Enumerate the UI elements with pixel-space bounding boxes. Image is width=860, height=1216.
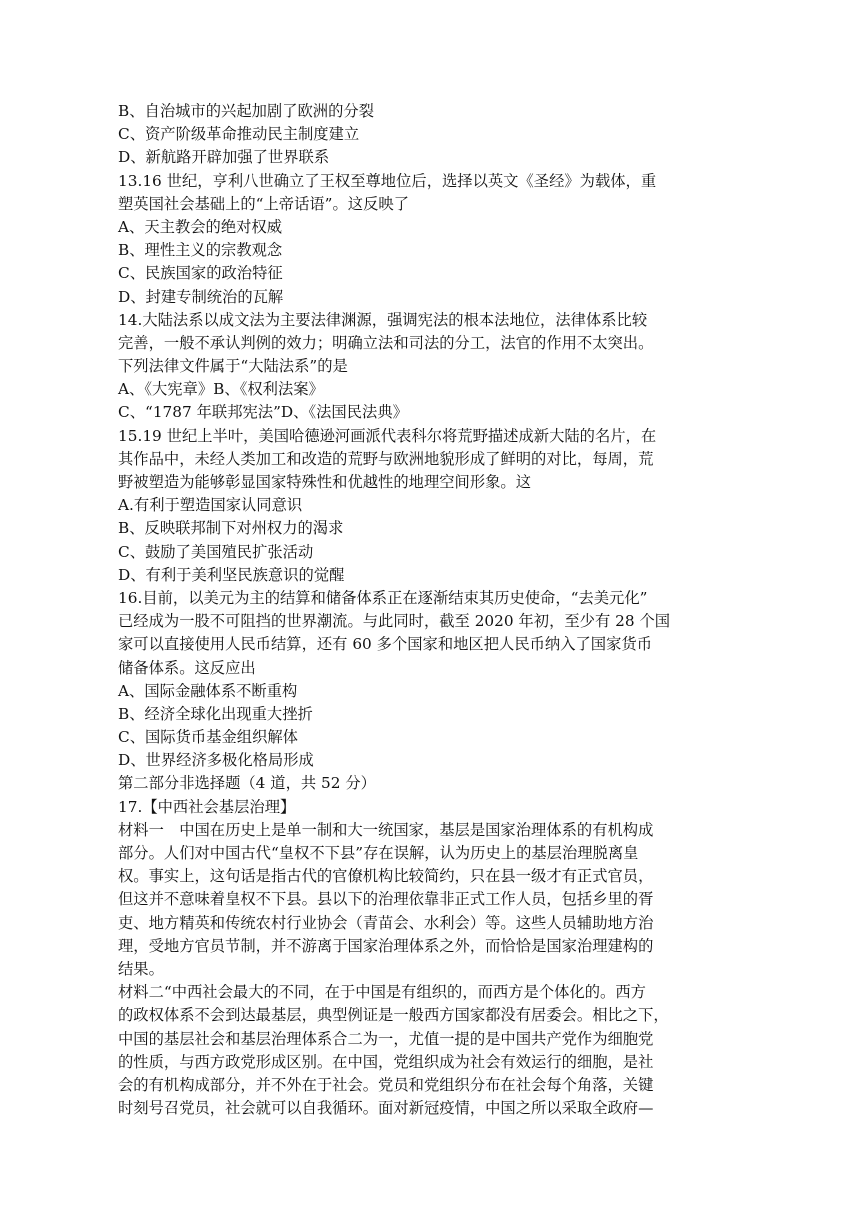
text-line: 材料一 中国在历史上是单一制和大一统国家，基层是国家治理体系的有机构成 [118,820,654,839]
text-line: C、“1787 年联邦宪法”D、《法国民法典》 [118,403,408,422]
text-line: C、资产阶级革命推动民主制度建立 [118,125,360,144]
text-line: 的性质，与西方政党形成区别。在中国，党组织成为社会有效运行的细胞，是社 [118,1052,654,1071]
text-line: 吏、地方精英和传统农村行业协会（青苗会、水利会）等。这些人员辅助地方治 [118,913,654,932]
text-line: A、国际金融体系不断重构 [118,681,298,700]
text-line: 15.19 世纪上半叶，美国哈德逊河画派代表科尔将荒野描述成新大陆的名片，在 [118,426,657,445]
text-line: 部分。人们对中国古代“皇权不下县”存在误解，认为历史上的基层治理脱离皇 [118,844,639,862]
text-line: B、反映联邦制下对州权力的渴求 [118,519,344,538]
text-line: 理，受地方官员节制，并不游离于国家治理体系之外，而恰恰是国家治理建构的 [118,936,654,955]
text-line: B、自治城市的兴起加剧了欧洲的分裂 [118,102,374,120]
text-line: B、经济全球化出现重大挫折 [118,704,313,723]
text-line: 17.【中西社会基层治理】 [118,797,296,816]
text-line: D、封建专制统治的瓦解 [118,287,284,306]
text-line: D、世界经济多极化格局形成 [118,751,314,770]
text-line: 已经成为一股不可阻挡的世界潮流。与此同时，截至 2020 年初，至少有 28 个国 [118,612,671,631]
text-line: 的政权体系不会到达最基层，典型例证是一般西方国家都没有居委会。相比之下， [118,1006,669,1025]
text-line: 14.大陆法系以成文法为主要法律渊源，强调宪法的根本法地位，法律体系比较 [118,310,648,329]
text-line: 完善，一般不承认判例的效力；明确立法和司法的分工，法官的作用不太突出。 [118,333,654,352]
text-line: 塑英国社会基础上的“上帝话语”。这反映了 [118,194,409,213]
text-line: D、有利于美利坚民族意识的觉醒 [118,565,345,584]
text-line: A、《大宪章》B、《权利法案》 [118,380,324,399]
document-page [118,100,740,1120]
text-line: 16.目前，以美元为主的结算和储备体系正在逐渐结束其历史使命，“去美元化” [118,588,648,607]
text-line: D、新航路开辟加强了世界联系 [118,148,330,167]
text-line: 家可以直接使用人民币结算，还有 60 多个国家和地区把人民币纳入了国家货币 [118,635,652,654]
text-line: C、鼓励了美国殖民扩张活动 [118,542,314,561]
text-line: 材料二“中西社会最大的不同，在于中国是有组织的，而西方是个体化的。西方 [118,983,646,1002]
text-line: A、天主教会的绝对权威 [118,217,283,236]
text-line: C、国际货币基金组织解体 [118,728,298,747]
text-line: B、理性主义的宗教观念 [118,241,283,260]
text-line: 其作品中，未经人类加工和改造的荒野与欧洲地貌形成了鲜明的对比，每周，荒 [118,449,654,468]
text-line: A.有利于塑造国家认同意识 [118,496,303,515]
text-line: 会的有机构成部分，并不外在于社会。党员和党组织分布在社会每个角落，关键 [118,1075,654,1094]
text-line: 下列法律文件属于“大陆法系”的是 [118,357,348,376]
text-line: 中国的基层社会和基层治理体系合二为一，尤值一提的是中国共产党作为细胞党 [118,1029,654,1048]
text-line: 13.16 世纪，亨利八世确立了王权至尊地位后，选择以英文《圣经》为载体，重 [118,171,657,190]
text-line: 结果。 [118,959,164,978]
text-line: 权。事实上，这句话是指古代的官僚机构比较简约，只在县一级才有正式官员， [118,867,654,886]
text-line: 储备体系。这反应出 [118,658,256,677]
text-line: 但这并不意味着皇权不下县。县以下的治理依靠非正式工作人员，包括乡里的胥 [118,890,654,909]
text-line: 野被塑造为能够彰显国家特殊性和优越性的地理空间形象。这 [118,473,532,491]
text-line: C、民族国家的政治特征 [118,264,283,283]
text-line: 时刻号召党员，社会就可以自我循环。面对新冠疫情，中国之所以采取全政府— [118,1099,654,1118]
text-line: 第二部分非选择题（4 道，共 52 分） [118,774,376,793]
